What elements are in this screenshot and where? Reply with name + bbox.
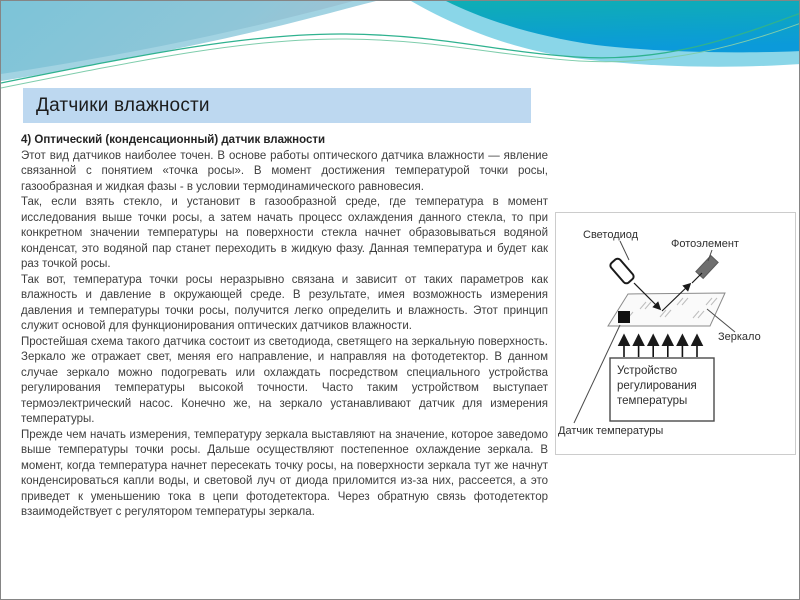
heat-arrows [624,336,697,357]
paragraph: Прежде чем начать измерения, температуру зеркала выставляют на значение, которое заведомо выше температуры точки росы. Дальше осуществляют постепенное охлаждение зеркала. В момент, когда температура начнет пересекать точку росы, на поверхности зеркала тут же начнут конденсироваться капли воды, и световой луч от диода приломится из-за них, рассеется, а это приведет к уменьшению тока в цепи фотодетектора. Через обратную связь фотодетектор взаимодействует с регулятором температуры зеркала. [21,428,548,518]
body-text [21,133,548,521]
wave-left [1,1,353,74]
photocell-label: Фотоэлемент [671,238,739,250]
led-label: Светодиод [583,229,639,241]
paragraph: Так вот, температура точки росы неразрывно связана и зависит от таких параметров как влажность и давление в окружающей среде. В результате, имея возможность измерения давления и температуры точки росы, получится легко определить и влажность. Этот принцип служит основой для функционирования оптических датчиков влажности. [21,273,548,332]
temperature-sensor-square [618,311,630,323]
paragraph: Так, если взять стекло, и установит в газообразной среде, где температура в момент исследования выше точки росы, а затем начать процесс охлаждения данного стекла, то при конкретном значении температуры на поверхности стекла начнет образовываться водяной конденсат, это водяной пар станет переходить в жидкую фазу. Данная температура и будет как раз точкой росы. [21,196,548,270]
title-bar [23,88,531,123]
paragraph: Этот вид датчиков наиболее точен. В основе работы оптического датчика влажности — явление связанной с понятием «точка росы». В момент достижения температурой точки росы, газообразная и жидкая фазы - в условии термодинамического равновесия. [21,149,548,193]
section-heading: 4) Оптический (конденсационный) датчик влажности [21,134,326,146]
mirror-label: Зеркало [718,331,761,343]
temperature-sensor-label: Датчик температуры [558,425,664,437]
page-title: Датчики влажности [36,94,210,116]
sensor-diagram [555,212,796,455]
led-symbol [609,257,635,284]
paragraph: Простейшая схема такого датчика состоит из светодиода, светящего на зеркальную поверхность. Зеркало же отражает свет, меняя его направление, и направляя на фотодетектор. В данном случае зеркало можно подогревать или охлаждать посредством специального устройства регулирования температуры высокой точности. Часто таким устройством выступает термоэлектрический насос. Конечно же, на зеркало устанавливают датчик для измерения температуры. [21,335,548,425]
regulator-label: Устройство регулирования температуры [617,365,697,407]
